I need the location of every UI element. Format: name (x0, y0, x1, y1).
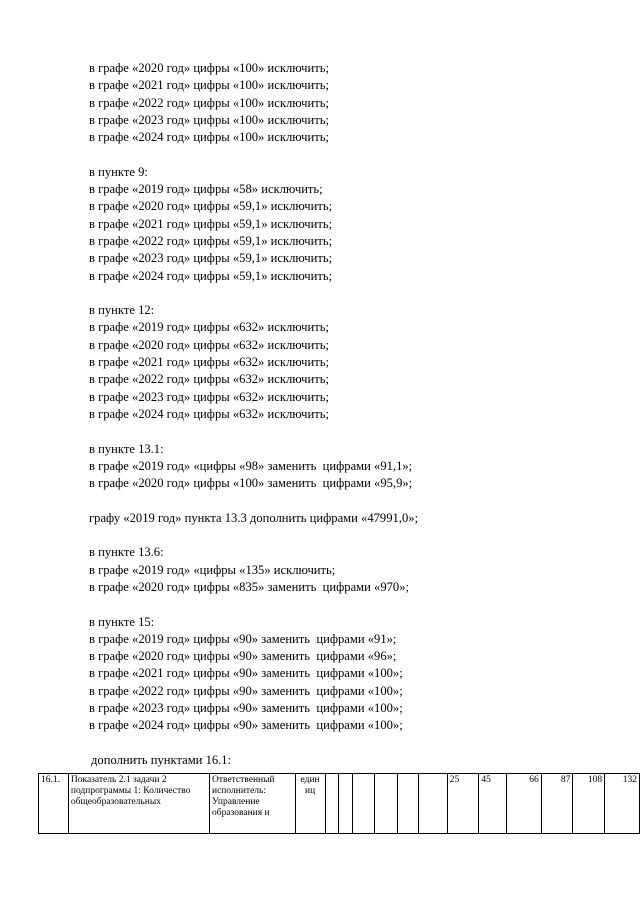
document-body (89, 60, 609, 769)
cell-empty (339, 774, 353, 834)
text-line: в графе «2024 год» цифры «632» исключить; (89, 406, 329, 421)
cell-empty (353, 774, 375, 834)
cell-value: 132 (605, 774, 640, 834)
cell-value: 108 (573, 774, 605, 834)
text-line: в графе «2023 год» цифры «632» исключить; (89, 389, 329, 404)
indicator-table (38, 773, 640, 834)
text-line: в графе «2020 год» цифры «100» исключить; (89, 61, 329, 75)
text-line: в пункте 13.6: (89, 545, 164, 560)
cell-empty (397, 774, 419, 834)
text-line: в графе «2020 год» цифры «100» заменить цифрами «95,9»; (89, 476, 413, 491)
text-line: в графе «2020 год» цифры «835» заменить цифрами «970»; (89, 579, 410, 594)
text-line: в пункте 12: (89, 303, 155, 318)
text-line: в графе «2020 год» цифры «632» исключить; (89, 337, 329, 352)
text-line: в графе «2022 год» цифры «632» исключить; (89, 372, 329, 387)
cell-value: 25 (447, 774, 479, 834)
amendment-group-point-9 (89, 164, 609, 285)
text-line: в графе «2024 год» цифры «90» заменить цифрами «100»; (89, 718, 403, 733)
cell-unit: един иц (295, 774, 325, 834)
cell-value: 87 (541, 774, 573, 834)
text-line: в графе «2020 год» цифры «59,1» исключить; (89, 199, 333, 214)
cell-indicator: Показатель 2.1 задачи 2 подпрограммы 1: Количество общеобразовательных (68, 774, 209, 834)
cell-value: 45 (479, 774, 507, 834)
amendment-group-point-13-6 (89, 544, 609, 596)
amendment-group-point-13-1 (89, 441, 609, 493)
text-line: в пункте 9: (89, 164, 148, 179)
text-line: в графе «2019 год» «цифры «135» исключить; (89, 562, 336, 577)
amendment-group-100 (89, 60, 609, 146)
table-row (39, 774, 640, 834)
amendment-group-point-12 (89, 302, 609, 423)
cell-value: 66 (507, 774, 542, 834)
text-line: в графе «2019 год» цифры «90» заменить цифрами «91»; (89, 631, 397, 646)
text-line: в пункте 13.1: (89, 441, 164, 456)
text-line: в графе «2022 год» цифры «90» заменить цифрами «100»; (89, 683, 403, 698)
cell-executor: Ответственный исполнитель: Управление образования и (210, 774, 296, 834)
text-line: дополнить пунктами 16.1: (91, 752, 232, 767)
cell-empty (374, 774, 397, 834)
text-line: в графе «2019 год» цифры «58» исключить; (89, 182, 323, 197)
cell-number: 16.1. (39, 774, 69, 834)
text-line: в пункте 15: (89, 614, 155, 629)
text-line: в графе «2020 год» цифры «90» заменить цифрами «96»; (89, 649, 397, 664)
text-line: в графе «2021 год» цифры «59,1» исключить; (89, 216, 333, 231)
text-line: в графе «2019 год» цифры «632» исключить; (89, 320, 329, 335)
text-line: в графе «2021 год» цифры «90» заменить цифрами «100»; (89, 666, 403, 681)
text-line: в графе «2021 год» цифры «632» исключить; (89, 355, 329, 370)
text-line: в графе «2023 год» цифры «59,1» исключить; (89, 251, 333, 266)
amendment-group-point-13-3 (89, 510, 609, 527)
text-line: в графе «2021 год» цифры «100» исключить; (89, 78, 329, 93)
text-line: в графе «2024 год» цифры «100» исключить; (89, 130, 329, 145)
cell-empty (325, 774, 339, 834)
text-line: в графе «2023 год» цифры «100» исключить; (89, 112, 329, 127)
amendment-group-point-15 (89, 614, 609, 735)
text-line: в графе «2022 год» цифры «59,1» исключить; (89, 233, 333, 248)
text-line: в графе «2022 год» цифры «100» исключить; (89, 95, 329, 110)
text-line: в графе «2024 год» цифры «59,1» исключить; (89, 268, 333, 283)
text-line: в графе «2023 год» цифры «90» заменить цифрами «100»; (89, 700, 403, 715)
text-line: в графе «2019 год» «цифры «98» заменить цифрами «91,1»; (89, 458, 413, 473)
cell-empty (419, 774, 448, 834)
text-line: графу «2019 год» пункта 13.3 дополнить цифрами «47991,0»; (89, 510, 419, 525)
